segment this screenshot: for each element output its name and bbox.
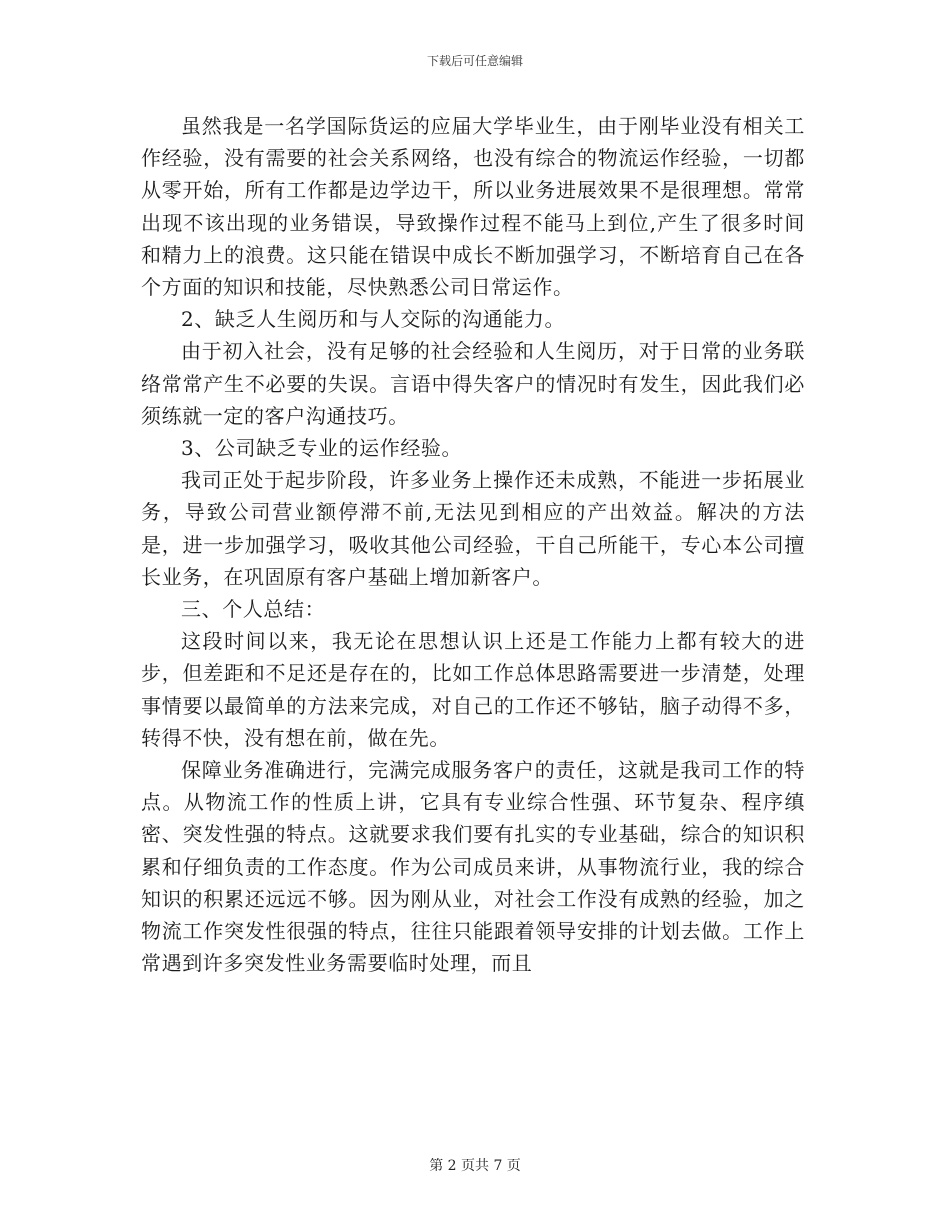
heading-personal-summary: 三、个人总结： [181, 597, 326, 622]
document-body [141, 110, 805, 979]
paragraph-5: 保障业务准确进行，完满完成服务客户的责任，这就是我司工作的特点。从物流工作的性质上讲，它具有专业综合性强、环节复杂、程序缜密、突发性强的特点。这就要求我们要有扎实的专业基础，综合的知识积累和仔细负责的工作态度。作为公司成员来讲，从事物流行业，我的综合知识的积累还远远不够。因为刚从业，对社会工作没有成熟的经验，加之物流工作突发性很强的特点，往往只能跟着领导安排的计划去做。工作上常遇到许多突发性业务需要临时处理，而且 [141, 758, 805, 976]
page-footer: 第 2 页共 7 页 [429, 1158, 521, 1174]
page-header: 下载后可任意编辑 [426, 54, 523, 68]
heading-lack-experience: 2、缺乏人生阅历和与人交际的沟通能力。 [181, 307, 566, 332]
heading-company-experience: 3、公司缺乏专业的运作经验。 [181, 436, 463, 461]
paragraph-2: 由于初入社会，没有足够的社会经验和人生阅历，对于日常的业务联络常常产生不必要的失误。言语中得失客户的情况时有发生，因此我们必须练就一定的客户沟通技巧。 [141, 339, 805, 428]
paragraph-4: 这段时间以来，我无论在思想认识上还是工作能力上都有较大的进步，但差距和不足还是存在的，比如工作总体思路需要进一步清楚，处理事情要以最简单的方法来完成，对自己的工作还不够钻，脑子动得不多，转得不快，没有想在前，做在先。 [141, 629, 805, 750]
paragraph-3: 我司正处于起步阶段，许多业务上操作还未成熟，不能进一步拓展业务，导致公司营业额停滞不前,无法见到相应的产出效益。解决的方法是，进一步加强学习，吸收其他公司经验，干自己所能干，专心本公司擅长业务，在巩固原有客户基础上增加新客户。 [141, 468, 805, 589]
paragraph-1: 虽然我是一名学国际货运的应届大学毕业生，由于刚毕业没有相关工作经验，没有需要的社会关系网络，也没有综合的物流运作经验，一切都从零开始，所有工作都是边学边干，所以业务进展效果不是很理想。常常出现不该出现的业务错误，导致操作过程不能马上到位,产生了很多时间和精力上的浪费。这只能在错误中成长不断加强学习，不断培育自己在各个方面的知识和技能，尽快熟悉公司日常运作。 [141, 114, 805, 300]
